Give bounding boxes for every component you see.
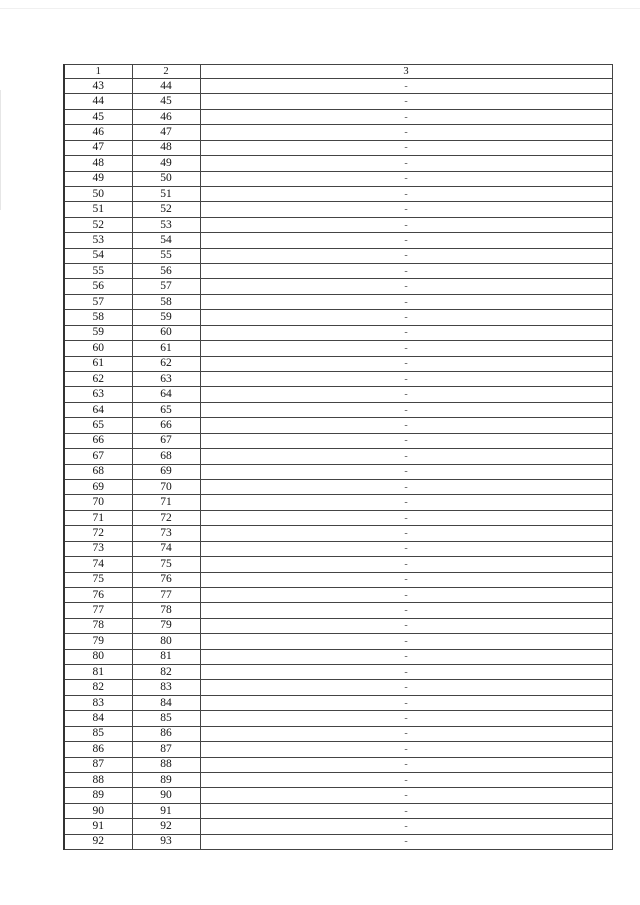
cell-col-3: - (200, 495, 612, 510)
table-row (64, 248, 612, 263)
table-row (64, 557, 612, 572)
cell-col-1: 86 (64, 742, 132, 757)
cell-col-2: 70 (132, 479, 200, 494)
cell-col-3: - (200, 526, 612, 541)
cell-col-3: - (200, 279, 612, 294)
cell-col-2: 56 (132, 264, 200, 279)
cell-col-1: 56 (64, 279, 132, 294)
cell-col-1: 89 (64, 788, 132, 803)
cell-col-3: - (200, 834, 612, 849)
cell-col-2: 52 (132, 202, 200, 217)
table-row (64, 541, 612, 556)
cell-col-1: 59 (64, 325, 132, 340)
table-row (64, 341, 612, 356)
table-row (64, 325, 612, 340)
cell-col-1: 69 (64, 479, 132, 494)
cell-col-1: 63 (64, 387, 132, 402)
cell-col-2: 60 (132, 325, 200, 340)
cell-col-2: 47 (132, 125, 200, 140)
cell-col-2: 77 (132, 587, 200, 602)
table-row (64, 526, 612, 541)
cell-col-1: 58 (64, 310, 132, 325)
cell-col-1: 73 (64, 541, 132, 556)
cell-col-3: - (200, 341, 612, 356)
table-row (64, 464, 612, 479)
cell-col-3: - (200, 603, 612, 618)
table-row (64, 171, 612, 186)
cell-col-3: - (200, 233, 612, 248)
cell-col-2: 46 (132, 109, 200, 124)
table-row (64, 788, 612, 803)
cell-col-2: 68 (132, 449, 200, 464)
table-row (64, 757, 612, 772)
cell-col-2: 69 (132, 464, 200, 479)
table-row (64, 140, 612, 155)
table-row (64, 695, 612, 710)
cell-col-3: - (200, 125, 612, 140)
table-row (64, 186, 612, 201)
cell-col-2: 44 (132, 79, 200, 94)
cell-col-1: 66 (64, 433, 132, 448)
cell-col-1: 68 (64, 464, 132, 479)
table-row (64, 372, 612, 387)
cell-col-3: - (200, 711, 612, 726)
table-row (64, 587, 612, 602)
cell-col-3: - (200, 418, 612, 433)
cell-col-3: - (200, 387, 612, 402)
cell-col-2: 78 (132, 603, 200, 618)
cell-col-1: 67 (64, 449, 132, 464)
cell-col-3: - (200, 695, 612, 710)
cell-col-2: 79 (132, 618, 200, 633)
cell-col-3: - (200, 680, 612, 695)
table-row (64, 156, 612, 171)
cell-col-2: 90 (132, 788, 200, 803)
cell-col-2: 88 (132, 757, 200, 772)
cell-col-2: 71 (132, 495, 200, 510)
table-row (64, 233, 612, 248)
cell-col-1: 83 (64, 695, 132, 710)
table-row (64, 772, 612, 787)
cell-col-1: 60 (64, 341, 132, 356)
cell-col-3: - (200, 109, 612, 124)
cell-col-1: 87 (64, 757, 132, 772)
table-row (64, 125, 612, 140)
cell-col-2: 67 (132, 433, 200, 448)
cell-col-1: 57 (64, 294, 132, 309)
table-row (64, 479, 612, 494)
table-row (64, 109, 612, 124)
data-table (63, 64, 613, 850)
cell-col-2: 58 (132, 294, 200, 309)
cell-col-1: 61 (64, 356, 132, 371)
cell-col-1: 90 (64, 803, 132, 818)
cell-col-3: - (200, 79, 612, 94)
table-row (64, 634, 612, 649)
cell-col-2: 51 (132, 186, 200, 201)
table-row (64, 279, 612, 294)
cell-col-2: 57 (132, 279, 200, 294)
cell-col-3: - (200, 757, 612, 772)
cell-col-3: - (200, 433, 612, 448)
table-row (64, 264, 612, 279)
cell-col-2: 73 (132, 526, 200, 541)
cell-col-3: - (200, 156, 612, 171)
cell-col-2: 83 (132, 680, 200, 695)
cell-col-1: 48 (64, 156, 132, 171)
cell-col-2: 85 (132, 711, 200, 726)
cell-col-1: 91 (64, 819, 132, 834)
cell-col-1: 71 (64, 510, 132, 525)
cell-col-1: 80 (64, 649, 132, 664)
cell-col-1: 65 (64, 418, 132, 433)
table-row (64, 803, 612, 818)
table-row (64, 418, 612, 433)
table-row (64, 495, 612, 510)
cell-col-2: 82 (132, 665, 200, 680)
cell-col-2: 45 (132, 94, 200, 109)
cell-col-1: 81 (64, 665, 132, 680)
cell-col-1: 72 (64, 526, 132, 541)
cell-col-3: - (200, 294, 612, 309)
cell-col-3: - (200, 742, 612, 757)
cell-col-3: - (200, 171, 612, 186)
cell-col-1: 45 (64, 109, 132, 124)
cell-col-3: - (200, 649, 612, 664)
cell-col-3: - (200, 557, 612, 572)
cell-col-1: 92 (64, 834, 132, 849)
cell-col-1: 76 (64, 587, 132, 602)
table-row (64, 387, 612, 402)
cell-col-3: - (200, 248, 612, 263)
cell-col-1: 50 (64, 186, 132, 201)
table-row (64, 819, 612, 834)
cell-col-3: - (200, 665, 612, 680)
cell-col-3: - (200, 464, 612, 479)
cell-col-3: - (200, 402, 612, 417)
cell-col-3: - (200, 94, 612, 109)
table-row (64, 217, 612, 232)
cell-col-2: 64 (132, 387, 200, 402)
table-row (64, 433, 612, 448)
scan-edge-top (0, 8, 640, 9)
cell-col-1: 82 (64, 680, 132, 695)
table-row (64, 834, 612, 849)
cell-col-1: 70 (64, 495, 132, 510)
cell-col-3: - (200, 510, 612, 525)
cell-col-3: - (200, 356, 612, 371)
cell-col-1: 64 (64, 402, 132, 417)
cell-col-2: 53 (132, 217, 200, 232)
cell-col-1: 88 (64, 772, 132, 787)
cell-col-2: 91 (132, 803, 200, 818)
cell-col-2: 93 (132, 834, 200, 849)
cell-col-1: 51 (64, 202, 132, 217)
table-row (64, 510, 612, 525)
cell-col-3: - (200, 202, 612, 217)
cell-col-1: 43 (64, 79, 132, 94)
cell-col-2: 84 (132, 695, 200, 710)
cell-col-1: 55 (64, 264, 132, 279)
cell-col-1: 49 (64, 171, 132, 186)
table-header-row (64, 65, 612, 79)
column-header-3: 3 (200, 65, 612, 79)
cell-col-1: 84 (64, 711, 132, 726)
table-row (64, 310, 612, 325)
table-row (64, 202, 612, 217)
cell-col-2: 86 (132, 726, 200, 741)
cell-col-1: 54 (64, 248, 132, 263)
cell-col-3: - (200, 186, 612, 201)
cell-col-3: - (200, 372, 612, 387)
cell-col-1: 62 (64, 372, 132, 387)
table-row (64, 618, 612, 633)
cell-col-1: 78 (64, 618, 132, 633)
cell-col-2: 66 (132, 418, 200, 433)
table-row (64, 680, 612, 695)
table-row (64, 402, 612, 417)
cell-col-1: 79 (64, 634, 132, 649)
cell-col-3: - (200, 264, 612, 279)
cell-col-1: 53 (64, 233, 132, 248)
table-row (64, 711, 612, 726)
table-row (64, 356, 612, 371)
scan-edge-left (0, 90, 1, 210)
cell-col-2: 87 (132, 742, 200, 757)
table-row (64, 94, 612, 109)
column-header-2: 2 (132, 65, 200, 79)
table-row (64, 449, 612, 464)
cell-col-2: 55 (132, 248, 200, 263)
cell-col-3: - (200, 217, 612, 232)
cell-col-2: 81 (132, 649, 200, 664)
table-row (64, 649, 612, 664)
cell-col-3: - (200, 788, 612, 803)
cell-col-3: - (200, 325, 612, 340)
cell-col-2: 76 (132, 572, 200, 587)
cell-col-2: 48 (132, 140, 200, 155)
cell-col-2: 63 (132, 372, 200, 387)
cell-col-3: - (200, 634, 612, 649)
cell-col-1: 77 (64, 603, 132, 618)
cell-col-3: - (200, 587, 612, 602)
cell-col-1: 44 (64, 94, 132, 109)
cell-col-2: 59 (132, 310, 200, 325)
cell-col-3: - (200, 449, 612, 464)
table-row (64, 79, 612, 94)
table-row (64, 742, 612, 757)
cell-col-1: 46 (64, 125, 132, 140)
cell-col-3: - (200, 572, 612, 587)
table-row (64, 726, 612, 741)
table-row (64, 665, 612, 680)
cell-col-2: 92 (132, 819, 200, 834)
cell-col-2: 80 (132, 634, 200, 649)
table-body (64, 65, 612, 850)
cell-col-2: 50 (132, 171, 200, 186)
cell-col-3: - (200, 140, 612, 155)
cell-col-1: 47 (64, 140, 132, 155)
cell-col-2: 74 (132, 541, 200, 556)
cell-col-2: 62 (132, 356, 200, 371)
cell-col-3: - (200, 541, 612, 556)
cell-col-2: 72 (132, 510, 200, 525)
cell-col-2: 61 (132, 341, 200, 356)
column-header-1: 1 (64, 65, 132, 79)
cell-col-2: 75 (132, 557, 200, 572)
cell-col-2: 54 (132, 233, 200, 248)
cell-col-3: - (200, 819, 612, 834)
cell-col-2: 89 (132, 772, 200, 787)
cell-col-1: 52 (64, 217, 132, 232)
cell-col-3: - (200, 772, 612, 787)
cell-col-3: - (200, 479, 612, 494)
cell-col-1: 74 (64, 557, 132, 572)
cell-col-3: - (200, 310, 612, 325)
table-row (64, 603, 612, 618)
cell-col-2: 65 (132, 402, 200, 417)
cell-col-1: 75 (64, 572, 132, 587)
table-row (64, 294, 612, 309)
cell-col-1: 85 (64, 726, 132, 741)
cell-col-2: 49 (132, 156, 200, 171)
cell-col-3: - (200, 803, 612, 818)
cell-col-3: - (200, 618, 612, 633)
cell-col-3: - (200, 726, 612, 741)
table-row (64, 572, 612, 587)
